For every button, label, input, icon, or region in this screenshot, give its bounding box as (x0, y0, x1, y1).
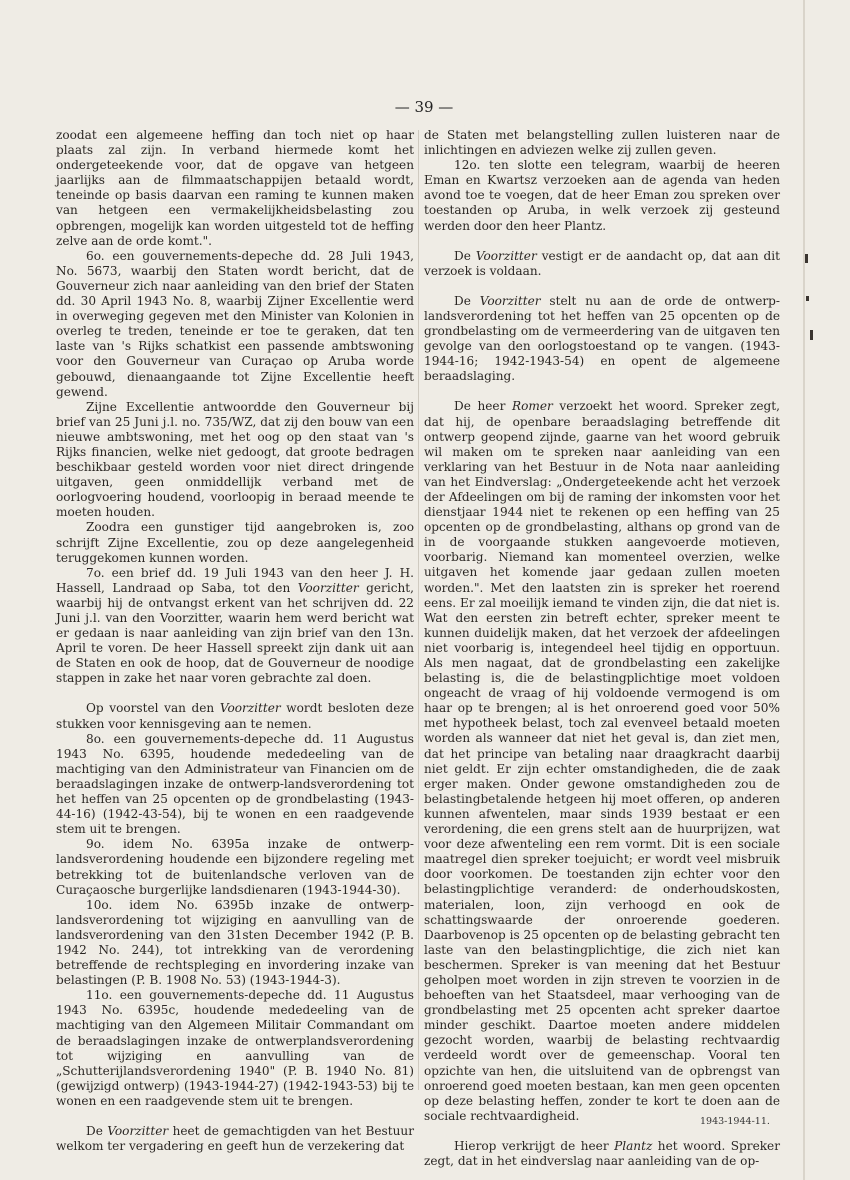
left-column (56, 128, 414, 1154)
paragraph: Zijne Excellentie antwoordde den Gouverneur bij brief van 25 Juni j.l. no. 735/WZ, dat zij den bouw van een nieuwe ambtswoning, met het oog op den staat van 's Rijks financien, welke niet gedoogt, dat groote bedragen beschikbaar gesteld worden voor niet direct dringende uitgaven, geen onmiddellijk verband met de oorlogvoering houdend, voorloopig in beraad meende te moeten houden. (56, 399, 414, 520)
margin-mark (810, 330, 813, 340)
paragraph: De heer Romer verzoekt het woord. Spreker zegt, dat hij, de openbare beraadslaging betreffende dit ontwerp geopend zijnde, gaarne van het woord gebruik wil maken om te spreken naar aanleiding van een verklaring van het Bestuur in de Nota naar aanleiding van het Eindverslag: „Ondergeteekende acht het verzoek der Afdeelingen om bij de raming der inkomsten voor het dienstjaar 1944 niet te rekenen op een heffing van 25 opcenten op de grondbelasting, althans op grond van de in de voorgaande stukken aangevoerde motieven, voorbarig. Niemand kan momenteel overzien, welke uitgaven het komende jaar gedaan zullen moeten worden.". Met den laatsten zin is spreker het roerend eens. Er zal moeilijk iemand te vinden zijn, die dat niet is. Wat den eersten zin betreft echter, spreker meent te kunnen duidelijk maken, dat het verzoek der afdeelingen niet voorbarig is, integendeel heel tijdig en opportuun. Als men nagaat, dat de grondbelasting een zakelijke belasting is, die de belastingplichtige moet voldoen ongeacht de vraag of hij voldoende vermogend is om haar op te brengen; al is het onroerend goed voor 50% met hypotheek belast, toch zal evenveel betaald moeten worden als wanneer dat niet het geval is, dan ziet men, dat het principe van betaling naar draagkracht daarbij niet geldt. Er zijn echter omstandigheden, die de zaak erger maken. Onder gewone omstandigheden zou de belastingbetalende hetgeen hij moet offeren, op anderen kunnen afwentelen, maar sinds 1939 bestaat er een verordening, die een grens stelt aan de huurprijzen, wat voor deze afwenteling een rem vormt. Dit is een sociale maatregel dien spreker toejuicht; er wordt veel misbruik door voorkomen. De toestanden zijn echter voor den belastingplichtige veranderd: de onderhoudskosten, materialen, loon, zijn verhoogd en ook de schattingswaarde der onroerende goederen. Daarbovenop is 25 opcenten op de belasting gebracht ten laste van den belastingplichtige, die zich niet kan beschermen. Spreker is van meening dat het Bestuur geholpen moet worden in zijn streven te voorzien in de behoeften van het Staatsdeel, maar verhooging van de grondbelasting met 25 opcenten acht spreker daartoe minder geschikt. Daartoe moeten andere middelen gezocht worden, waarbij de belasting rechtvaardig verdeeld wordt over de gemeenschap. Vooral ten opzichte van hen, die uitsluitend van de opbrengst van onroerend goed moeten bestaan, kan men geen opcenten op deze belasting heffen, zonder te kort te doen aan de sociale rechtvaardigheid. (424, 399, 780, 1123)
paragraph: Op voorstel van den Voorzitter wordt besloten deze stukken voor kennisgeving aan te nemen. (56, 701, 414, 731)
paragraph: zoodat een algemeene heffing dan toch niet op haar plaats zal zijn. In verband hiermede komt het ondergeteekende voor, dat de opgave van hetgeen jaarlijks aan de filmmaatschappijen betaald wordt, teneinde op basis daarvan een raming te kunnen maken van hetgeen een vermakelijkheidsbelasting zou opbrengen, mogelijk kan worden uitgesteld tot de heffing zelve aan de orde komt.". (56, 128, 414, 248)
paragraph: 11o. een gouvernements-depeche dd. 11 Augustus 1943 No. 6395c, houdende mededeeling van de machtiging van den Algemeen Militair Commandant om de beraadslagingen inzake de ontwerplandsverordening tot wijziging en aanvulling van de „Schutterijlandsverordening 1940" (P. B. 1940 No. 81) (gewijzigd ontwerp) (1943-1944-27) (1942-1943-53) bij te wonen en een raadgevende stem uit te brengen. (56, 988, 414, 1108)
paragraph: de Staten met belangstelling zullen luisteren naar de inlichtingen en adviezen welke zij zullen geven. (424, 128, 780, 158)
paragraph: 12o. ten slotte een telegram, waarbij de heeren Eman en Kwartsz verzoeken aan de agenda van heden avond toe te voegen, dat de heer Eman zou spreken over toestanden op Aruba, in welk verzoek zij gesteund werden door den heer Plantz. (424, 158, 780, 233)
paragraph: 9o. idem No. 6395a inzake de ontwerp-landsverordening houdende een bijzondere regeling met betrekking tot de buitenlandsche verloven van de Curaçaosche burgerlijke landsdienaren (1943-1944-30). (56, 837, 414, 897)
paragraph: Zoodra een gunstiger tijd aangebroken is, zoo schrijft Zijne Excellentie, zou op deze aangelegenheid teruggekomen kunnen worden. (56, 520, 414, 565)
paragraph: 7o. een brief dd. 19 Juli 1943 van den heer J. H. Hassell, Landraad op Saba, tot den Voorzitter gericht, waarbij hij de ontvangst erkent van het schrijven dd. 22 Juni j.l. van den Voorzitter, waarin hem werd bericht wat er gedaan is naar aanleiding van zijn brief van den 13n. April te voren. De heer Hassell spreekt zijn dank uit aan de Staten en ook de hoop, dat de Gouverneur de noodige stappen in zake het naar voren gebrachte zal doen. (56, 565, 414, 686)
paragraph: 8o. een gouvernements-depeche dd. 11 Augustus 1943 No. 6395, houdende mededeeling van de machtiging van den Administrateur van Financien om de beraadslagingen inzake de ontwerp-landsverordening tot het heffen van 25 opcenten op de grondbelasting (1943-44-16) (1942-43-54), bij te wonen en een raadgevende stem uit te brengen. (56, 731, 414, 837)
paragraph: De Voorzitter heet de gemachtigden van het Bestuur welkom ter vergadering en geeft hun de verzekering dat (56, 1124, 414, 1154)
right-column (424, 128, 780, 1169)
footer-code: 1943-1944-11. (700, 1116, 770, 1127)
column-divider (418, 130, 419, 1090)
paragraph: 6o. een gouvernements-depeche dd. 28 Juli 1943, No. 5673, waarbij den Staten wordt bericht, dat de Gouverneur zich naar aanleiding van den brief der Staten dd. 30 April 1943 No. 8, waarbij Zijner Excellentie werd in overweging gegeven met den Minister van Kolonien in overleg te treden, teneinde er toe te geraken, dat ten laste van 's Rijks schatkist een passende ambtswoning voor den Gouverneur van Curaçao op Aruba worde gebouwd, dienaangaande tot Zijne Excellentie heeft gewend. (56, 248, 414, 399)
margin-mark (806, 296, 809, 301)
page-edge (803, 0, 805, 1180)
paragraph: Hierop verkrijgt de heer Plantz het woord. Spreker zegt, dat in het eindverslag naar aanleiding van de op- (424, 1138, 781, 1168)
page-number: — 39 — (394, 98, 454, 116)
paragraph: De Voorzitter vestigt er de aandacht op, dat aan dit verzoek is voldaan. (424, 248, 780, 278)
margin-mark (805, 254, 808, 263)
paragraph: 10o. idem No. 6395b inzake de ontwerp-landsverordening tot wijziging en aanvulling van de landsverordening van den 31sten December 1942 (P. B. 1942 No. 244), tot intrekking van de verordening betreffende de rechtspleging en invordering inzake van belastingen (P. B. 1908 No. 53) (1943-1944-3). (56, 897, 414, 988)
paragraph: De Voorzitter stelt nu aan de orde de ontwerp-landsverordening tot het heffen van 25 opcenten op de grondbelasting om de vermeerdering van de uitgaven ten gevolge van den oorlogstoestand op te vangen. (1943-1944-16; 1942-1943-54) en opent de algemeene beraadslaging. (424, 293, 780, 384)
